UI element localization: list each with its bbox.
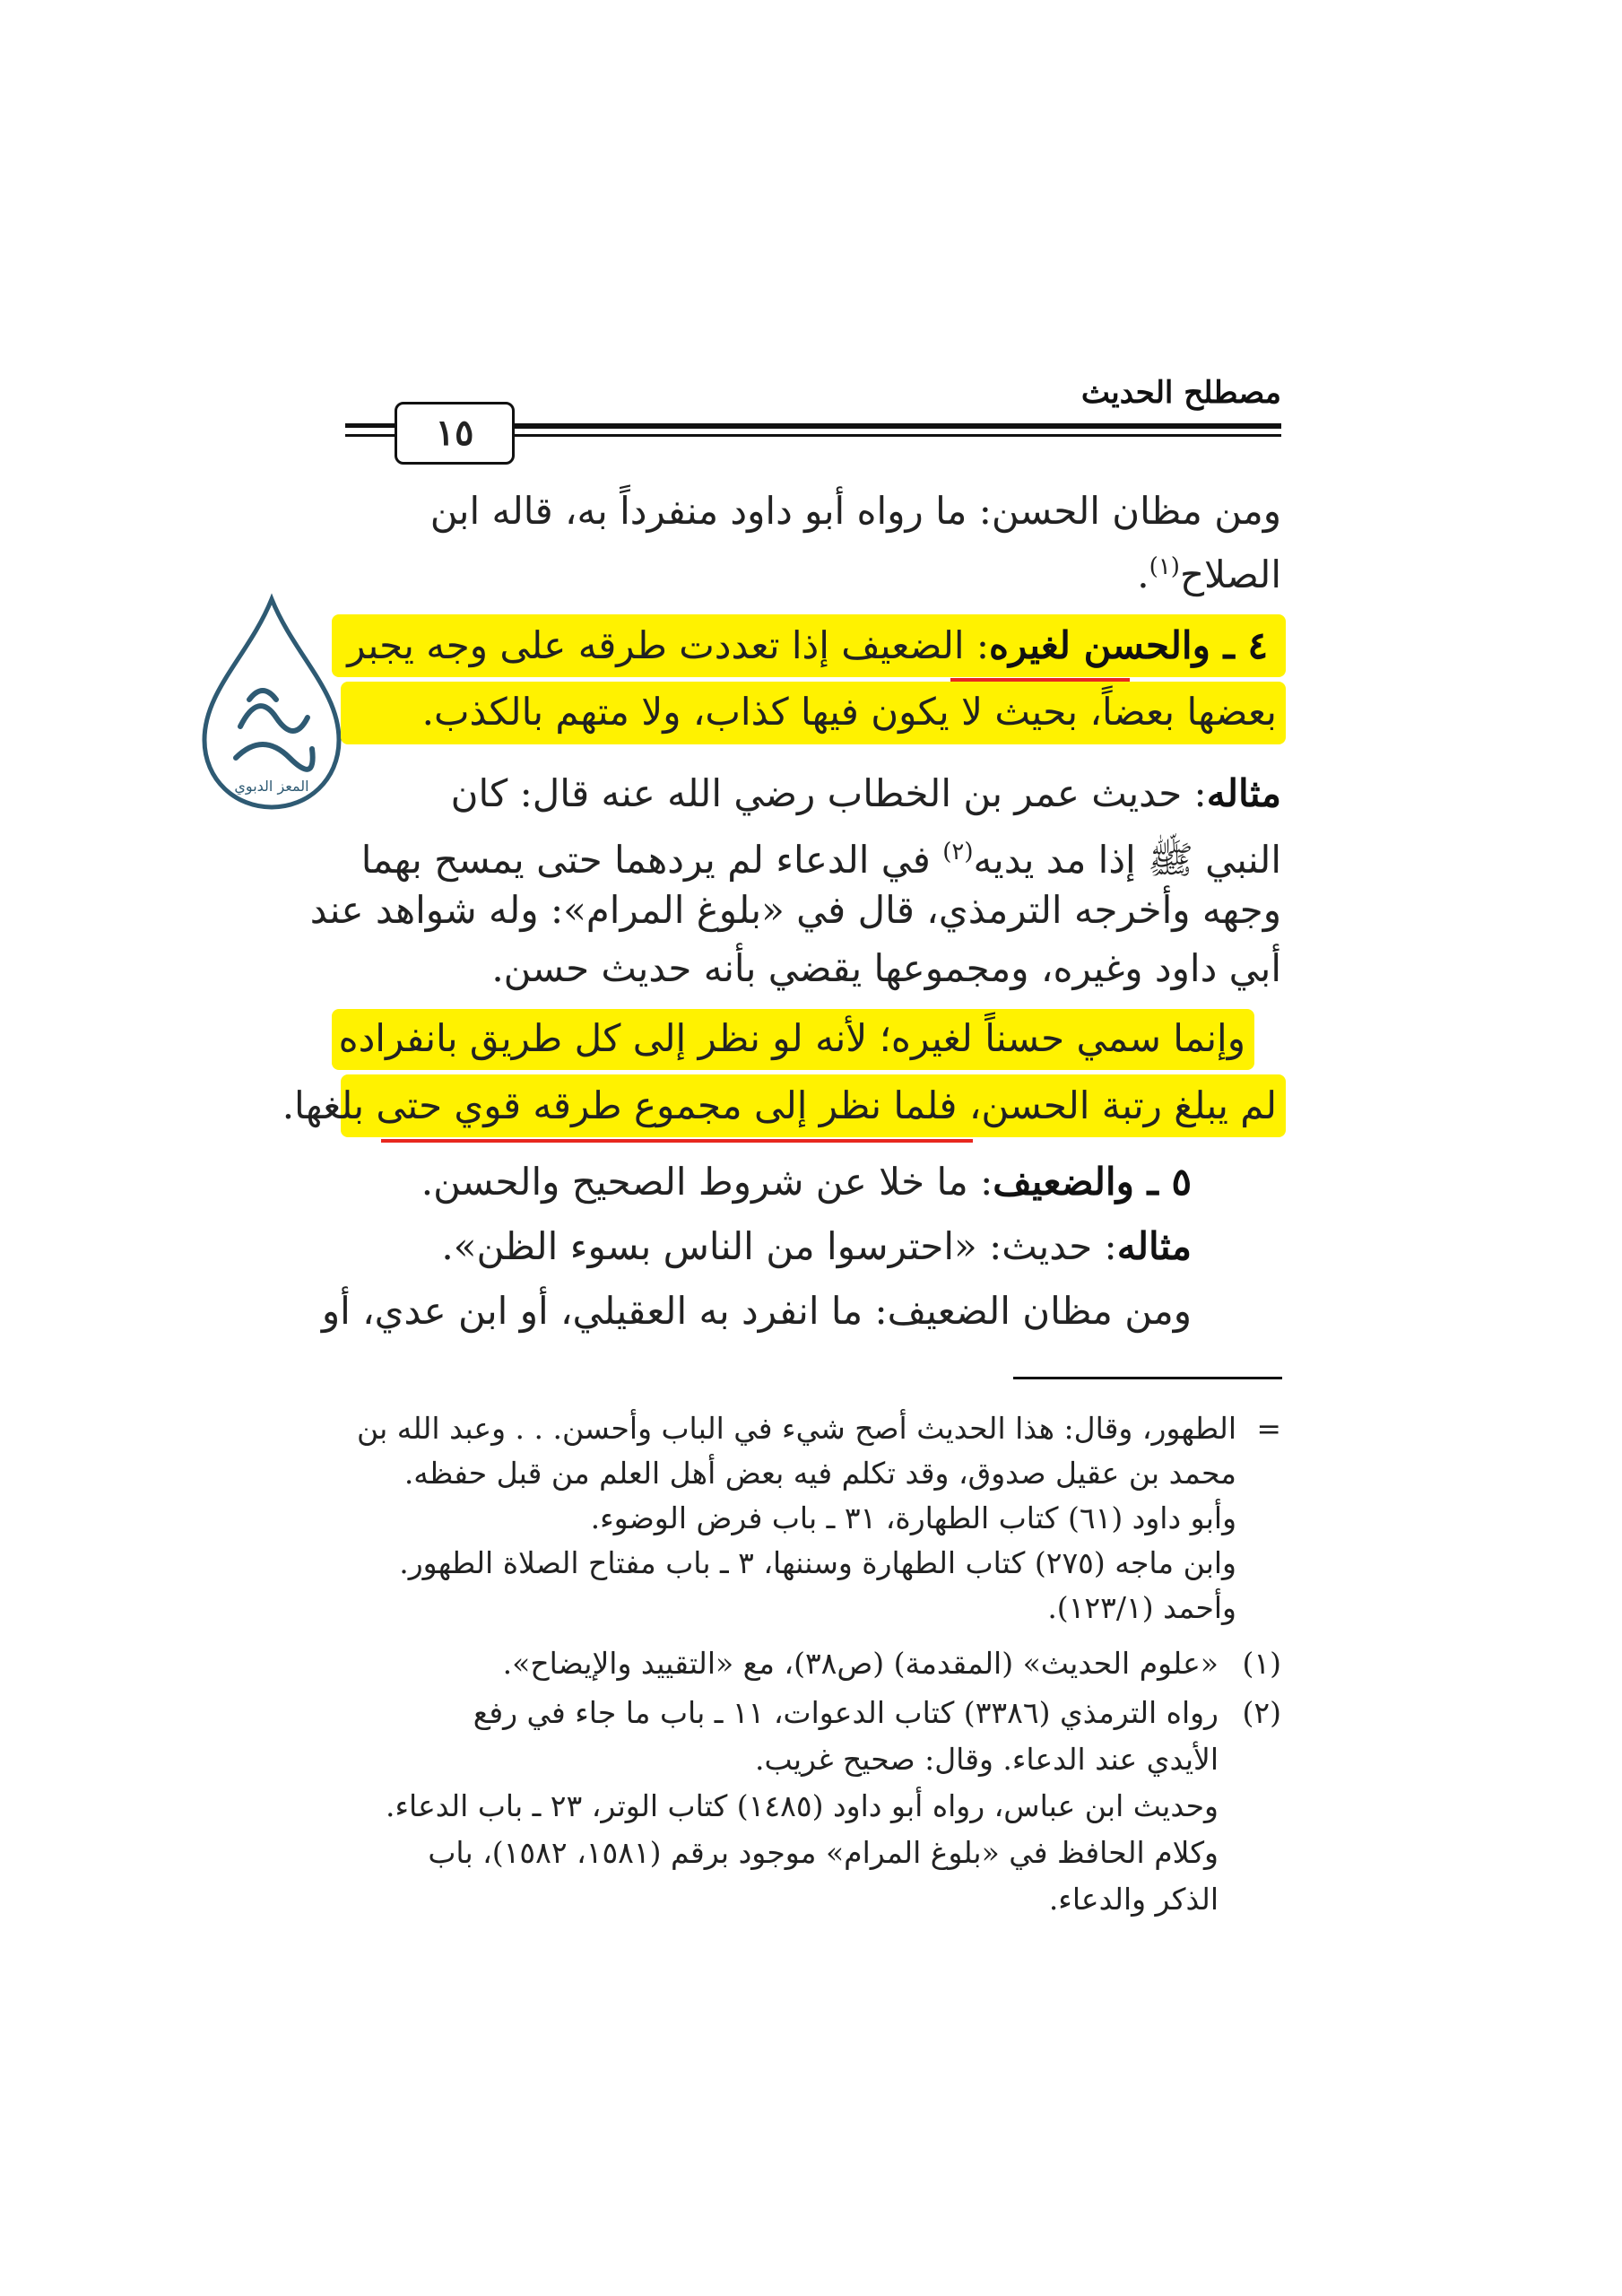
text-line: وإنما سمي حسناً لغيره؛ لأنه لو نظر إلى كل طريق بانفراده bbox=[338, 1016, 1245, 1060]
footnote-line: وأحمد (١٢٣/١). bbox=[1047, 1590, 1236, 1625]
section-4-label: ٤ ـ والحسن لغيره bbox=[989, 623, 1268, 667]
text-line: مثاله: حديث عمر بن الخطاب رضي الله عنه قال: كان bbox=[450, 771, 1281, 815]
footnote-number: (٢) bbox=[1242, 1695, 1281, 1730]
red-underline bbox=[381, 1139, 973, 1143]
footnote-2: رواه الترمذي (٣٣٨٦) كتاب الدعوات، ١١ ـ باب ما جاء في رفع bbox=[473, 1695, 1219, 1730]
logo-text: المعز الدبوي bbox=[234, 778, 309, 795]
section-5-label: ٥ ـ والضعيف bbox=[993, 1160, 1192, 1204]
header-rule-left bbox=[345, 423, 395, 428]
footnote-line: وحديث ابن عباس، رواه أبو داود (١٤٨٥) كتاب الوتر، ٢٣ ـ باب الدعاء. bbox=[386, 1788, 1219, 1823]
page-number: ١٥ bbox=[395, 402, 515, 465]
text-line: النبي ﷺ إذا مد يديه$^{(٢)}$ في الدعاء لم يردهما حتى يمسح بهما bbox=[360, 838, 1281, 882]
footnote-line: وأبو داود (٦١) كتاب الطهارة، ٣١ ـ باب فرض الوضوء. bbox=[590, 1500, 1236, 1535]
text-line: بعضها بعضاً، بحيث لا يكون فيها كذاب، ولا متهم بالكذب. bbox=[421, 690, 1277, 734]
footnote-line: وابن ماجه (٢٧٥) كتاب الطهارة وسننها، ٣ ـ باب مفتاح الصلاة الطهور. bbox=[399, 1545, 1236, 1580]
example-label: مثاله bbox=[1206, 771, 1281, 815]
text-line: أبي داود وغيره، ومجموعها يقضي بأنه حديث حسن. bbox=[491, 946, 1281, 990]
text-line: ٥ ـ والضعيف: ما خلا عن شروط الصحيح والحسن. bbox=[421, 1160, 1192, 1204]
definition-hasan-lighayrihi: ٤ ـ والحسن لغيره: الضعيف إذا تعددت طرقه على وجه يجبر bbox=[347, 623, 1268, 667]
footnote-ref-2[interactable]: (٢) bbox=[942, 839, 974, 865]
footnote-ref-1[interactable]: (١) bbox=[1149, 553, 1180, 580]
footnote-1: «علوم الحديث» (المقدمة) (ص٣٨)، مع «التقييد والإيضاح». bbox=[502, 1646, 1219, 1681]
footnote-continuation-marker: = bbox=[1256, 1411, 1281, 1446]
book-title: مصطلح الحديث bbox=[1080, 375, 1281, 411]
text-line: مثاله: حديث: «احترسوا من الناس بسوء الظن». bbox=[441, 1224, 1192, 1268]
footnote-line: محمد بن عقيل صدوق، وقد تكلم فيه بعض أهل العلم من قبل حفظه. bbox=[403, 1456, 1236, 1491]
footnote-number: (١) bbox=[1242, 1646, 1281, 1681]
footnote-separator bbox=[1013, 1377, 1282, 1379]
example-label: مثاله bbox=[1116, 1224, 1192, 1268]
header-rule bbox=[511, 423, 1281, 429]
footnote-line: وكلام الحافظ في «بلوغ المرام» موجود برقم (١٥٨١، ١٥٨٢)، باب bbox=[428, 1835, 1219, 1870]
text-line: الصلاح$^{(١)}$. bbox=[1137, 552, 1281, 596]
footnote-line: الطهور، وقال: هذا الحديث أصح شيء في الباب وأحسن. . . وعبد الله بن bbox=[356, 1411, 1236, 1446]
footnote-line: الأيدي عند الدعاء. وقال: صحيح غريب. bbox=[754, 1742, 1219, 1777]
footnote-line: الذكر والدعاء. bbox=[1048, 1882, 1219, 1917]
text-line: لم يبلغ رتبة الحسن، فلما نظر إلى مجموع طرقه قوي حتى بلغها. bbox=[282, 1083, 1277, 1127]
text-line: ومن مظان الضعيف: ما انفرد به العقيلي، أو ابن عدي، أو bbox=[321, 1289, 1192, 1333]
red-underline bbox=[950, 678, 1130, 682]
text-line: ومن مظان الحسن: ما رواه أبو داود منفرداً به، قاله ابن bbox=[429, 489, 1281, 533]
text-line: وجهه وأخرجه الترمذي، قال في «بلوغ المرام»: وله شواهد عند bbox=[309, 888, 1281, 932]
header-rule-left-thin bbox=[345, 434, 395, 437]
header-rule-thin bbox=[511, 434, 1281, 437]
